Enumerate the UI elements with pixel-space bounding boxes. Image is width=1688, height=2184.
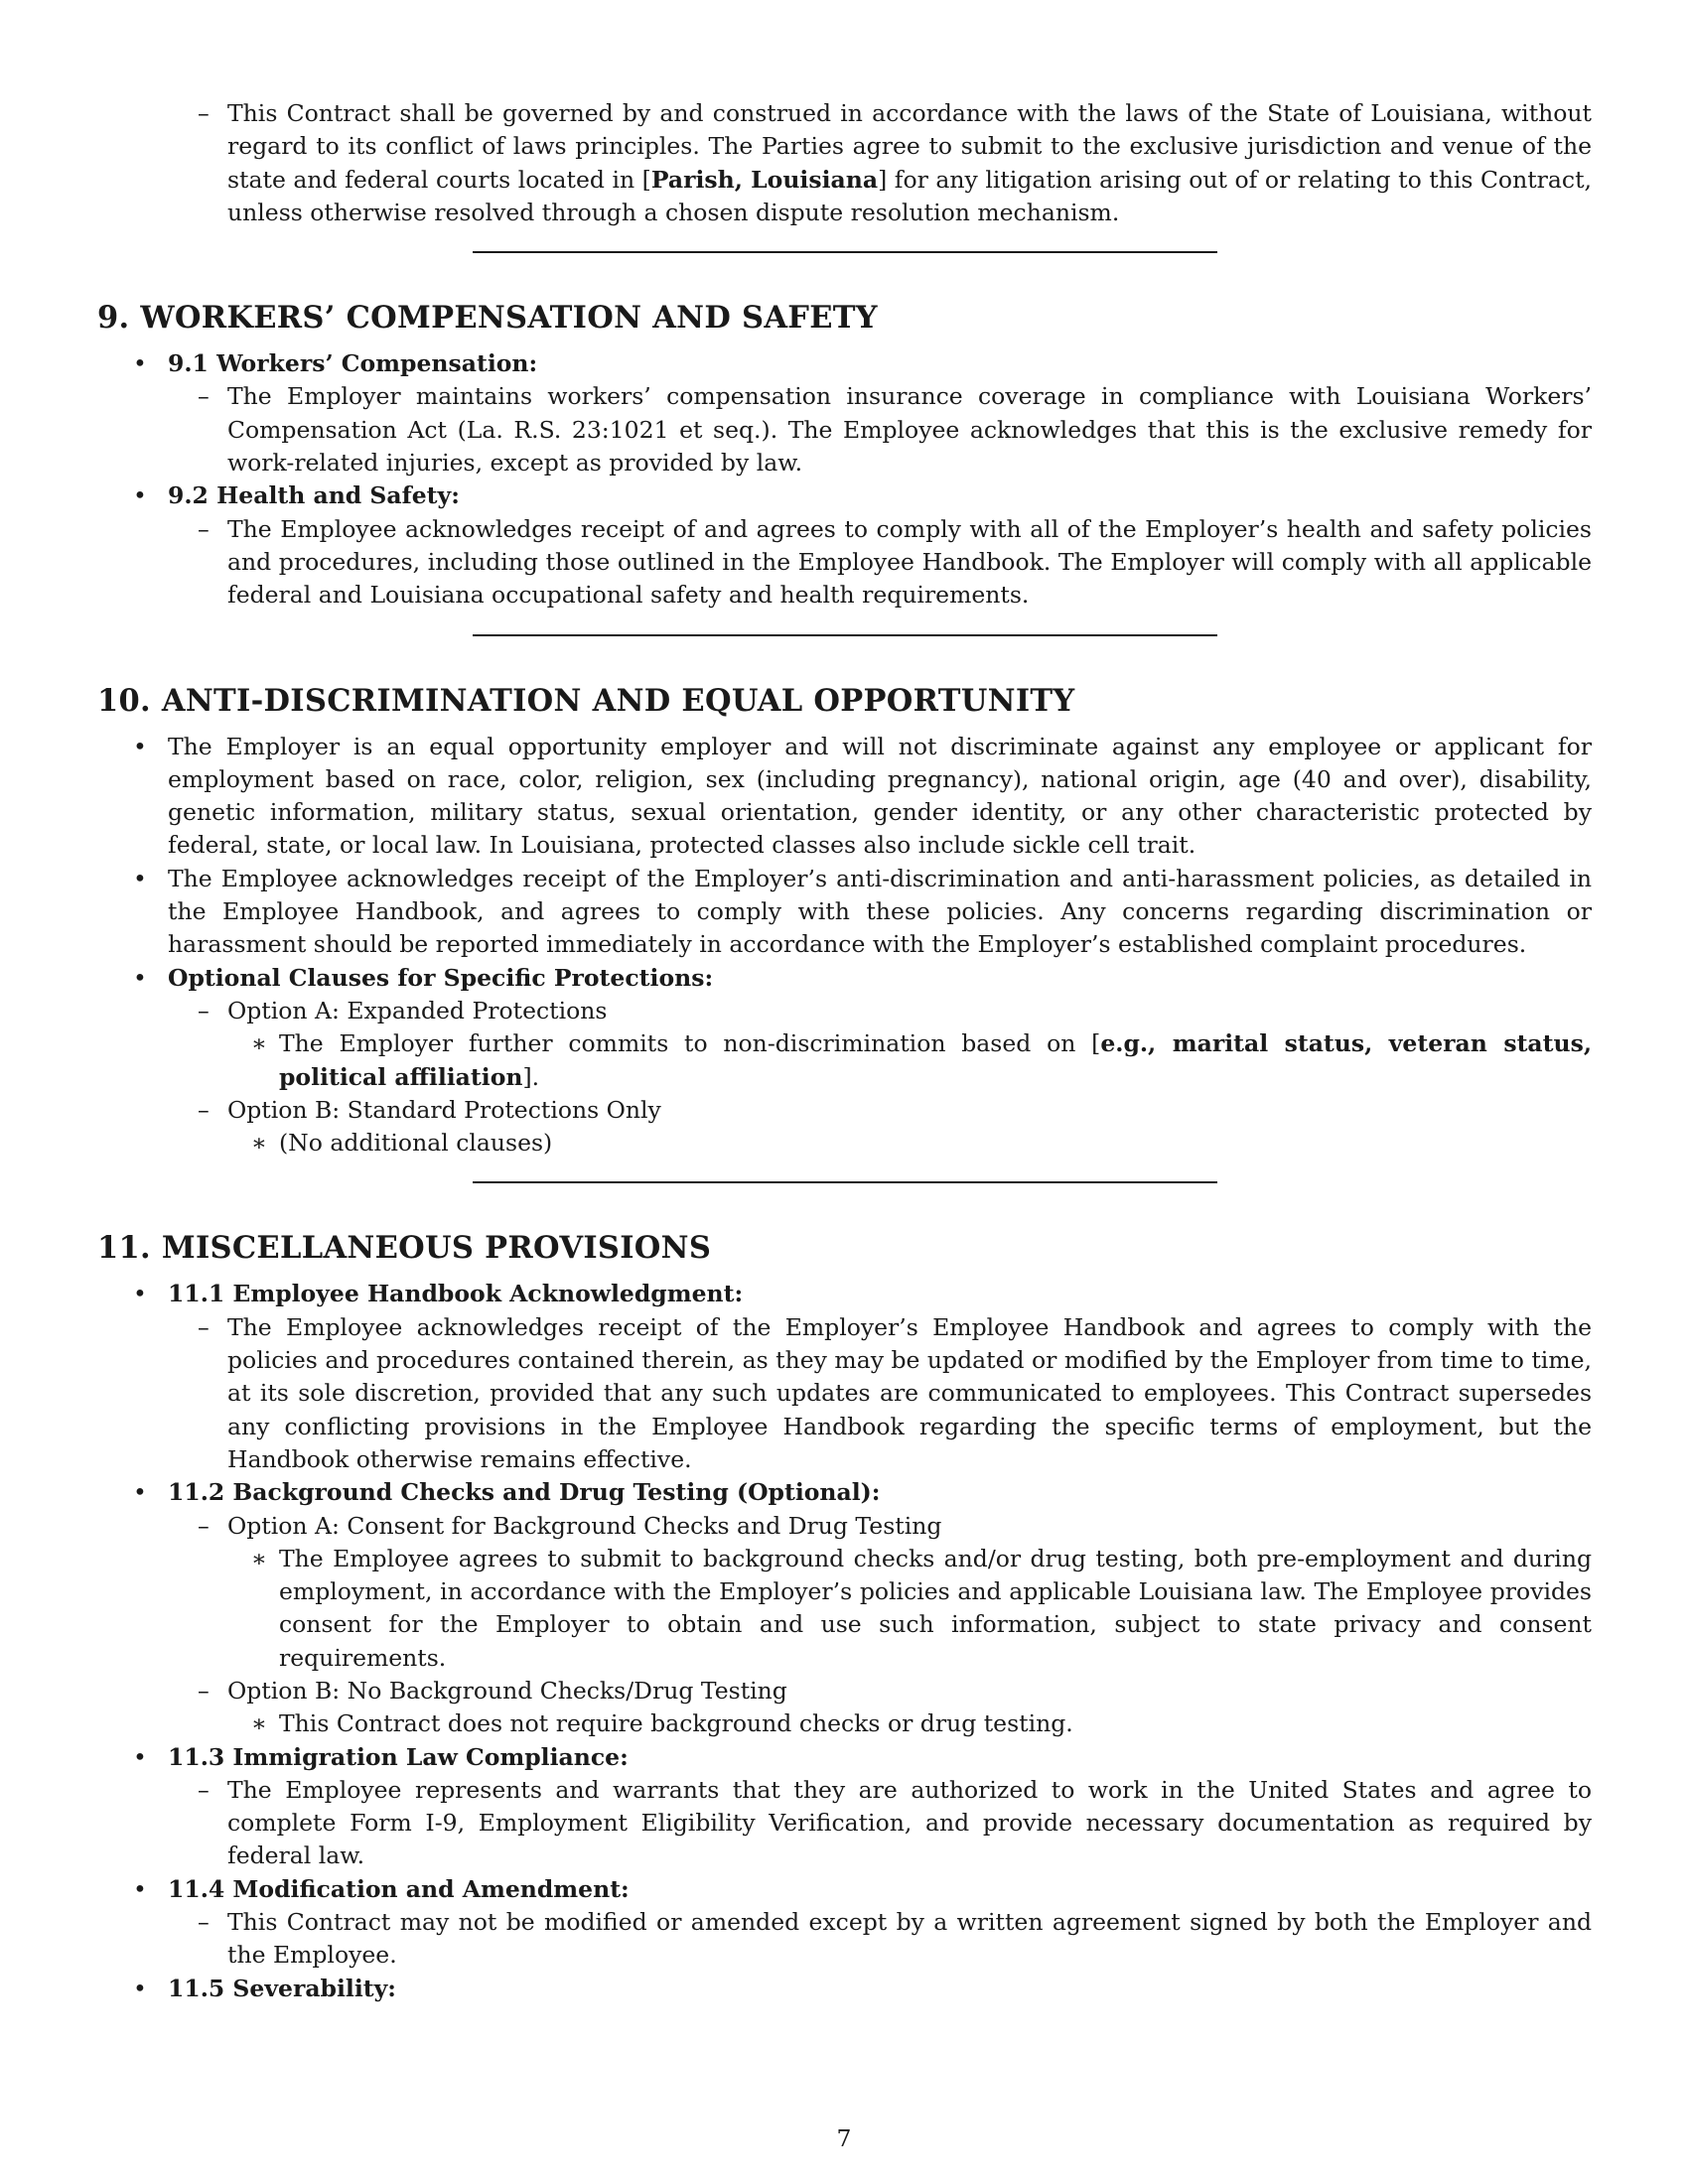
item-11-3-title: 11.3 Immigration Law Compliance: (168, 1742, 629, 1771)
item-9-2-text (97, 513, 1592, 613)
item-11-2-option-a (97, 1510, 1592, 1543)
item-11-4-text (97, 1906, 1592, 1973)
item-10-option-a (97, 995, 1592, 1027)
item-11-1-title: 11.1 Employee Handbook Acknowledgment: (168, 1280, 744, 1308)
dash-marker: – (198, 1312, 210, 1341)
item-9-2-body: The Employee acknowledges receipt of and agrees to comply with all of the Employer’s health and safety policies and procedures, including those outlined in the Employee Handbook. The Employer will comply with all applicable federal and Louisiana occupational safety and health requirements. (227, 514, 1592, 610)
dash-marker: – (198, 996, 210, 1024)
section-divider (473, 1181, 1217, 1183)
item-10-b1-body: The Employer is an equal opportunity employer and will not discriminate against any employee or applicant for employment based on race, color, religion, sex (including pregnancy), national origin, age (40 and over), disability, genetic information, military status, sexual orientation, gender identity, or any other characteristic protected by federal, state, or local law. In Louisiana, protected classes also include sickle cell trait. (168, 732, 1592, 860)
item-11-4-body: This Contract may not be modified or amended except by a written agreement signed by both the Employer and the Employee. (227, 1908, 1592, 1970)
section-divider (473, 634, 1217, 636)
item-11-4 (97, 1873, 1592, 1906)
governing-law-text-pre: This Contract shall be governed by and construed in accordance with the laws of the State of Louisiana, without regard to its conflict of laws principles. The Parties agree to submit to the exclusive jurisdiction and venue of the state and federal courts located in [ (227, 99, 1592, 194)
page-content (97, 97, 1592, 2005)
governing-law-text-post: ] for any litigation arising out of or relating to this Contract, unless otherwise resolved through a chosen dispute resolution mechanism. (227, 165, 1592, 226)
item-11-5-title: 11.5 Severability: (168, 1974, 396, 2002)
item-10-option-b-text (97, 1127, 1592, 1160)
dash-marker: – (198, 99, 210, 127)
dash-marker: – (198, 514, 210, 543)
item-11-2-option-a-text (97, 1543, 1592, 1675)
item-11-3 (97, 1741, 1592, 1774)
item-11-2-option-b-label: Option B: No Background Checks/Drug Testing (227, 1676, 787, 1705)
item-9-1-body: The Employer maintains workers’ compensation insurance coverage in compliance with Louisiana Workers’ Compensation Act (La. R.S. 23:1021 et seq.). The Employee acknowledges that this is the exclusive remedy for work-related injuries, except as provided by law. (227, 382, 1592, 478)
item-11-2 (97, 1476, 1592, 1509)
item-11-1-body: The Employee acknowledges receipt of the Employer’s Employee Handbook and agrees to comply with the policies and procedures contained therein, as they may be updated or modified by the Employer from time to time, at its sole discretion, provided that any such updates are communicated to employees. This Contract supersedes any conflicting provisions in the Employee Handbook regarding the specific terms of employment, but the Handbook otherwise remains effective. (227, 1312, 1592, 1473)
item-10-equal-opportunity (97, 731, 1592, 863)
option-a-text-pre: The Employer further commits to non-discrimination based on [ (279, 1029, 1101, 1058)
option-a-text-post: ]. (522, 1062, 540, 1091)
star-marker: ∗ (251, 1544, 267, 1572)
governing-law-clause (97, 97, 1592, 229)
section-9-heading: 9. WORKERS’ COMPENSATION AND SAFETY (97, 300, 878, 337)
dash-marker: – (198, 1511, 210, 1540)
option-a-placeholder: e.g., marital status, veteran status, political affiliation (279, 1029, 1593, 1091)
item-11-3-text (97, 1774, 1592, 1873)
item-9-1-text (97, 380, 1592, 479)
item-9-1 (97, 347, 1592, 380)
dash-marker: – (198, 1676, 210, 1705)
bullet-marker: • (133, 963, 147, 992)
star-marker: ∗ (251, 1709, 267, 1738)
star-marker: ∗ (251, 1029, 267, 1058)
page-number: 7 (836, 2124, 852, 2152)
option-a-label: Option A: Expanded Protections (227, 996, 608, 1024)
item-10-b3-title: Optional Clauses for Specific Protections: (168, 963, 714, 992)
option-b-label: Option B: Standard Protections Only (227, 1095, 661, 1124)
item-9-2-title: 9.2 Health and Safety: (168, 481, 460, 510)
bullet-marker: • (133, 481, 147, 510)
bullet-marker: • (133, 864, 147, 892)
item-10-option-a-text (97, 1027, 1592, 1094)
dash-marker: – (198, 382, 210, 411)
item-11-2-option-b-text (97, 1707, 1592, 1740)
bullet-marker: • (133, 732, 147, 760)
section-10-heading: 10. ANTI-DISCRIMINATION AND EQUAL OPPORTUNITY (97, 682, 1075, 719)
item-11-1 (97, 1278, 1592, 1310)
bullet-marker: • (133, 1742, 147, 1771)
item-11-2-option-b-body: This Contract does not require background checks or drug testing. (279, 1709, 1073, 1738)
option-b-text: (No additional clauses) (279, 1129, 553, 1158)
item-11-2-title: 11.2 Background Checks and Drug Testing (Optional): (168, 1478, 881, 1507)
bullet-marker: • (133, 1280, 147, 1308)
item-11-3-body: The Employee represents and warrants that they are authorized to work in the United States and agree to complete Form I-9, Employment Eligibility Verification, and provide necessary documentation as required by federal law. (227, 1775, 1592, 1870)
bullet-marker: • (133, 1478, 147, 1507)
item-10-b2-body: The Employee acknowledges receipt of the Employer’s anti-discrimination and anti-harassment policies, as detailed in the Employee Handbook, and agrees to comply with these policies. Any concerns regarding discrimination or harassment should be reported immediately in accordance with the Employer’s established complaint procedures. (168, 864, 1592, 959)
item-11-2-option-b (97, 1675, 1592, 1707)
dash-marker: – (198, 1908, 210, 1937)
item-10-policies (97, 863, 1592, 962)
item-9-2 (97, 479, 1592, 512)
star-marker: ∗ (251, 1129, 267, 1158)
item-9-1-title: 9.1 Workers’ Compensation: (168, 349, 538, 378)
item-11-2-option-a-label: Option A: Consent for Background Checks and Drug Testing (227, 1511, 942, 1540)
bullet-marker: • (133, 349, 147, 378)
section-divider (473, 251, 1217, 253)
item-10-option-b (97, 1094, 1592, 1127)
item-11-2-option-a-body: The Employee agrees to submit to background checks and/or drug testing, both pre-employment and during employment, in accordance with the Employer’s policies and applicable Louisiana law. The Employee provides consent for the Employer to obtain and use such information, subject to state privacy and consent requirements. (279, 1544, 1592, 1672)
item-11-1-text (97, 1311, 1592, 1476)
item-11-4-title: 11.4 Modification and Amendment: (168, 1874, 630, 1903)
item-10-optional-clauses (97, 962, 1592, 995)
governing-law-placeholder: Parish, Louisiana (650, 165, 879, 194)
dash-marker: – (198, 1775, 210, 1804)
dash-marker: – (198, 1095, 210, 1124)
bullet-marker: • (133, 1874, 147, 1903)
section-11-heading: 11. MISCELLANEOUS PROVISIONS (97, 1230, 712, 1267)
item-11-5 (97, 1973, 1592, 2005)
bullet-marker: • (133, 1974, 147, 2002)
